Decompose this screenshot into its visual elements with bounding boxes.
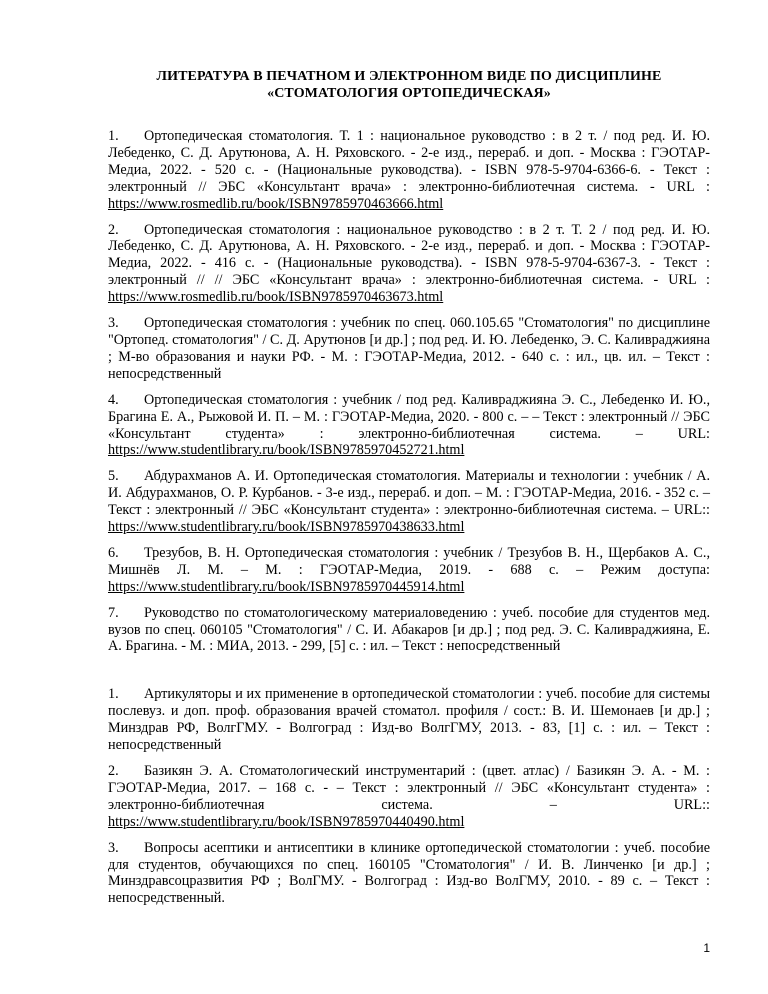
reference-number: 1. xyxy=(108,686,119,703)
page-content xyxy=(108,68,710,916)
reference-item xyxy=(108,392,710,460)
title-line-2: «СТОМАТОЛОГИЯ ОРТОПЕДИЧЕСКАЯ» xyxy=(267,86,551,101)
title-line-1: ЛИТЕРАТУРА В ПЕЧАТНОМ И ЭЛЕКТРОННОМ ВИДЕ ПО ДИСЦИПЛИНЕ xyxy=(156,69,662,84)
reference-number: 5. xyxy=(108,468,119,485)
reference-number: 4. xyxy=(108,391,119,408)
reference-text: Базикян Э. А. Стоматологический инструментарий : (цвет. атлас) / Базикян Э. А. - М. : ГЭОТАР-Медиа, 2017. – 168 с. - – Текст : электронный // ЭБС «Консультант студента» : электронно-библиотечная система. – URL:: xyxy=(108,763,710,813)
reference-text: Ортопедическая стоматология : учебник / под ред. Каливраджияна Э. С., Лебеденко И. Ю., Брагина Е. А., Рыжовой И. П. – М. : ГЭОТАР-Медиа, 2020. - 800 с. – – Текст : электронный // ЭБС «Консультант студента» : электронно-библиотечная система. – URL: xyxy=(108,391,710,442)
page-number: 1 xyxy=(703,941,710,955)
reference-link[interactable]: https://www.rosmedlib.ru/book/ISBN9785970463673.html xyxy=(108,289,444,306)
reference-text: Абдурахманов А. И. Ортопедическая стоматология. Материалы и технологии : учебник / А. И. Абдурахманов, О. Р. Курбанов. - 3-е изд., перераб. и доп. – М. : ГЭОТАР-Медиа, 2016. - 352 с. – Текст : электронный // ЭБС «Консультант студента» : электронно-библиотечная система. – URL:: xyxy=(108,468,710,519)
reference-item xyxy=(108,468,710,536)
reference-item xyxy=(108,128,710,213)
reference-text: Вопросы асептики и антисептики в клинике ортопедической стоматологии : учеб. пособие для студентов, обучающихся по спец. 160105 "Стоматология" / И. В. Линченко [и др.] ; Минздравсоцразвития РФ ; ВолГМУ. - Волгоград : Изд-во ВолГМУ, 2010. - 89 с. – Текст : непосредственный. xyxy=(108,839,710,907)
reference-number: 6. xyxy=(108,544,119,561)
reference-item xyxy=(108,222,710,307)
reference-link[interactable]: https://www.studentlibrary.ru/book/ISBN9785970438633.html xyxy=(108,519,465,536)
page-title xyxy=(108,68,710,102)
additional-literature-list xyxy=(108,686,710,907)
reference-link[interactable]: https://www.studentlibrary.ru/book/ISBN9785970440490.html xyxy=(108,813,465,830)
reference-item xyxy=(108,763,710,831)
reference-item xyxy=(108,315,710,383)
reference-number: 7. xyxy=(108,604,119,621)
reference-text: Ортопедическая стоматология : учебник по спец. 060.105.65 "Стоматология" по дисциплине "Ортопед. стоматология" / С. Д. Арутюнов [и др.] ; под ред. И. Ю. Лебеденко, Э. С. Каливраджияна ; М-во образования и науки РФ. - М. : ГЭОТАР-Медиа, 2012. - 640 с. : ил., цв. ил. – Текст : непосредственный xyxy=(108,315,710,382)
primary-literature-list xyxy=(108,128,710,655)
reference-text: Ортопедическая стоматология. Т. 1 : национальное руководство : в 2 т. / под ред. И. Ю. Лебеденко, С. Д. Арутюнова, А. Н. Ряховского. - 2-е изд., перераб. и доп. - Москва : ГЭОТАР-Медиа, 2022. - 520 с. - (Национальные руководства). - ISBN 978-5-9704-6366-6. - Текст : электронный // ЭБС «Консультант врача» : электронно-библиотечная система. - URL : xyxy=(108,128,710,195)
reference-item xyxy=(108,605,710,656)
reference-link[interactable]: https://www.rosmedlib.ru/book/ISBN9785970463666.html xyxy=(108,195,444,212)
reference-number: 2. xyxy=(108,221,119,238)
reference-number: 2. xyxy=(108,763,119,779)
reference-item xyxy=(108,545,710,596)
reference-item xyxy=(108,840,710,908)
reference-item xyxy=(108,686,710,754)
reference-number: 3. xyxy=(108,315,119,332)
reference-text: Артикуляторы и их применение в ортопедической стоматологии : учеб. пособие для системы послевуз. и доп. проф. образования врачей стоматол. профиля / сост.: В. И. Шемонаев [и др.] ; Минздрав РФ, ВолгГМУ. - Волгоград : Изд-во ВолгГМУ, 2013. - 83, [1] с. : ил. – Текст : непосредственный xyxy=(108,686,710,754)
list-separator xyxy=(108,664,710,686)
reference-number: 3. xyxy=(108,839,119,856)
reference-link[interactable]: https://www.studentlibrary.ru/book/ISBN9785970445914.html xyxy=(108,578,465,595)
reference-text: Ортопедическая стоматология : национальное руководство : в 2 т. Т. 2 / под ред. И. Ю. Лебеденко, С. Д. Арутюнова, А. Н. Ряховского. - 2-е изд., перераб. и доп. - Москва : ГЭОТАР-Медиа, 2022. - 416 с. - (Национальные руководства). - ISBN 978-5-9704-6367-3. - Текст : электронный // // ЭБС «Консультант врача» : электронно-библиотечная система. - URL : xyxy=(108,221,710,289)
reference-link[interactable]: https://www.studentlibrary.ru/book/ISBN9785970452721.html xyxy=(108,442,465,459)
reference-text: Руководство по стоматологическому материаловедению : учеб. пособие для студентов мед. вузов по спец. 060105 "Стоматология" / С. И. Абакаров [и др.] ; под ред. Э. С. Каливраджияна, Е. А. Брагина. - М. : МИА, 2013. - 299, [5] с. : ил. – Текст : непосредственный xyxy=(108,604,710,655)
reference-text: Трезубов, В. Н. Ортопедическая стоматология : учебник / Трезубов В. Н., Щербаков А. С., Мишнёв Л. М. – М. : ГЭОТАР-Медиа, 2019. - 688 с. – Режим доступа: xyxy=(108,544,710,578)
reference-number: 1. xyxy=(108,128,119,144)
